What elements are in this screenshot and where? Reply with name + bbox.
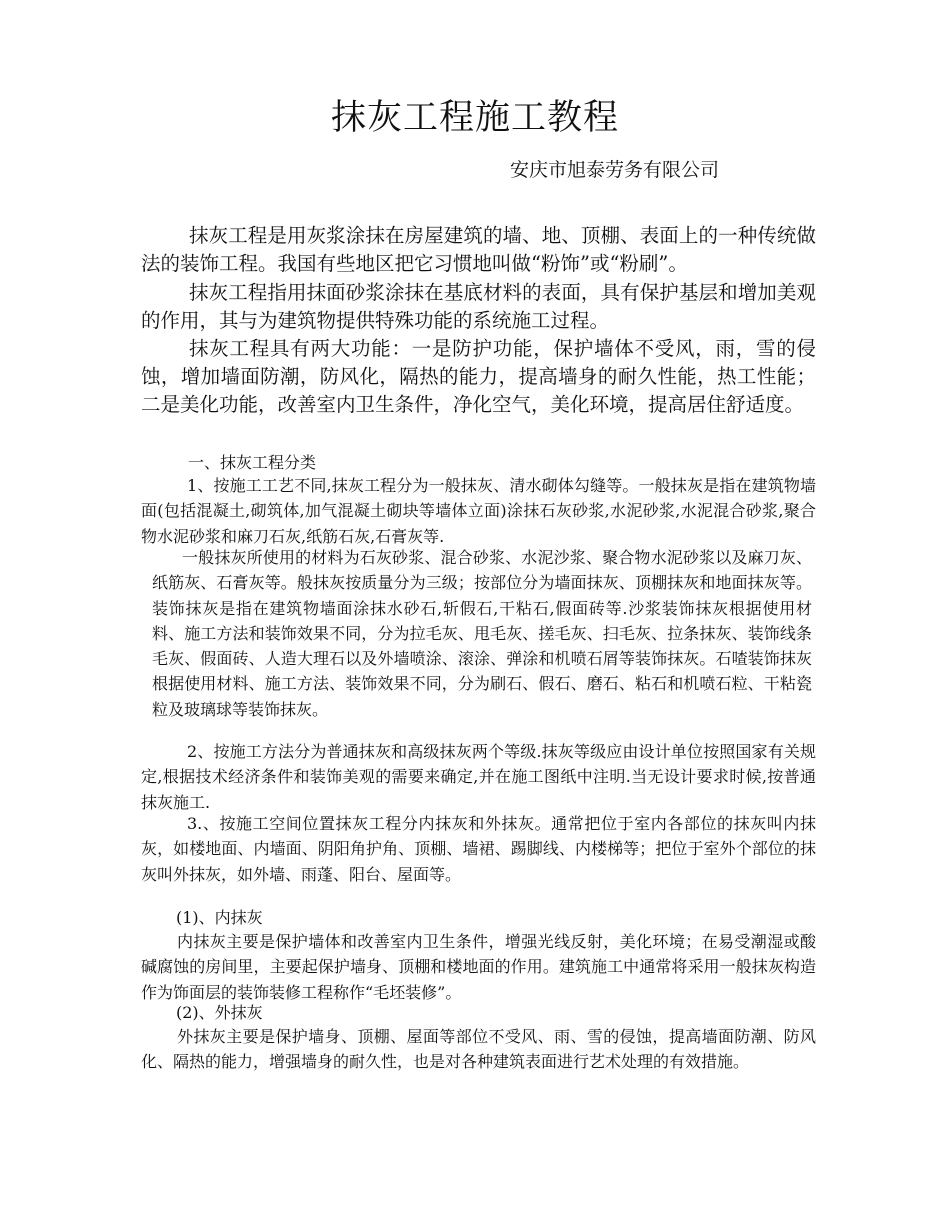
outer-plaster-paragraph: 外抹灰主要是保护墙身、顶棚、屋面等部位不受风、雨、雪的侵蚀，提高墙面防潮、防风化、隔热的能力，增强墙身的耐久性，也是对各种建筑表面进行艺术处理的有效措施。 bbox=[141, 1027, 816, 1072]
inner-plaster-paragraph: 内抹灰主要是保护墙体和改善室内卫生条件，增强光线反射，美化环境；在易受潮湿或酸碱腐蚀的房间里，主要起保护墙身、顶棚和楼地面的作用。建筑施工中通常将采用一般抹灰构造作为饰面层的装饰装修工程称作“毛坯装修”。 bbox=[141, 932, 816, 1002]
intro-paragraph-1: 抹灰工程是用灰浆涂抹在房屋建筑的墙、地、顶棚、表面上的一种传统做法的装饰工程。我国有些地区把它习惯地叫做“粉饰”或“粉刷”。 bbox=[141, 224, 816, 275]
classification-paragraph-4: 3.、按施工空间位置抹灰工程分内抹灰和外抹灰。通常把位于室内各部位的抹灰叫内抹灰，如楼地面、内墙面、阴阳角护角、顶棚、墙裙、踢脚线、内楼梯等；把位于室外个部位的抹灰叫外抹灰，如外墙、雨蓬、阳台、屋面等。 bbox=[141, 814, 816, 884]
classification-paragraph-1: 1、按施工工艺不同,抹灰工程分为一般抹灰、清水砌体勾缝等。一般抹灰是指在建筑物墙面(包括混凝土,砌筑体,加气混凝土砌块等墙体立面)涂抹石灰砂浆,水泥砂浆,水泥混合砂浆,聚合物水泥砂浆和麻刀石灰,纸筋石灰,石膏灰等. bbox=[141, 476, 816, 546]
classification-paragraph-2: 一般抹灰所使用的材料为石灰砂浆、混合砂浆、水泥沙浆、聚合物水泥砂浆以及麻刀灰、纸筋灰、石膏灰等。般抹灰按质量分为三级；按部位分为墙面抹灰、顶棚抹灰和地面抹灰等。装饰抹灰是指在建筑物墙面涂抹水砂石,斩假石,干粘石,假面砖等.沙浆装饰抹灰根据使用材料、施工方法和装饰效果不同，分为拉毛灰、甩毛灰、搓毛灰、扫毛灰、拉条抹灰、装饰线条毛灰、假面砖、人造大理石以及外墙喷涂、滚涂、弹涂和机喷石屑等装饰抹灰。石喳装饰抹灰根据使用材料、施工方法、装饰效果不同，分为刷石、假石、磨石、粘石和机喷石粒、干粘瓷粒及玻璃球等装饰抹灰。 bbox=[152, 548, 812, 719]
section-heading-classification: 一、抹灰工程分类 bbox=[188, 453, 317, 472]
intro-paragraph-2: 抹灰工程指用抹面砂浆涂抹在基底材料的表面，具有保护基层和增加美观的作用，其与为建筑物提供特殊功能的系统施工过程。 bbox=[141, 281, 816, 332]
company-name: 安庆市旭泰劳务有限公司 bbox=[510, 159, 720, 181]
inner-plaster-heading: (1)、内抹灰 bbox=[176, 908, 263, 927]
document-title: 抹灰工程施工教程 bbox=[330, 98, 619, 138]
classification-paragraph-3: 2、按施工方法分为普通抹灰和高级抹灰两个等级.抹灰等级应由设计单位按照国家有关规定,根据技术经济条件和装饰美观的需要来确定,并在施工图纸中注明.当无设计要求时候,按普通抹灰施工. bbox=[141, 742, 816, 812]
intro-paragraph-3: 抹灰工程具有两大功能：一是防护功能，保护墙体不受风，雨，雪的侵蚀，增加墙面防潮，防风化，隔热的能力，提高墙身的耐久性能，热工性能；二是美化功能，改善室内卫生条件，净化空气，美化环境，提高居住舒适度。 bbox=[141, 337, 816, 416]
outer-plaster-heading: (2)、外抹灰 bbox=[176, 1003, 263, 1022]
